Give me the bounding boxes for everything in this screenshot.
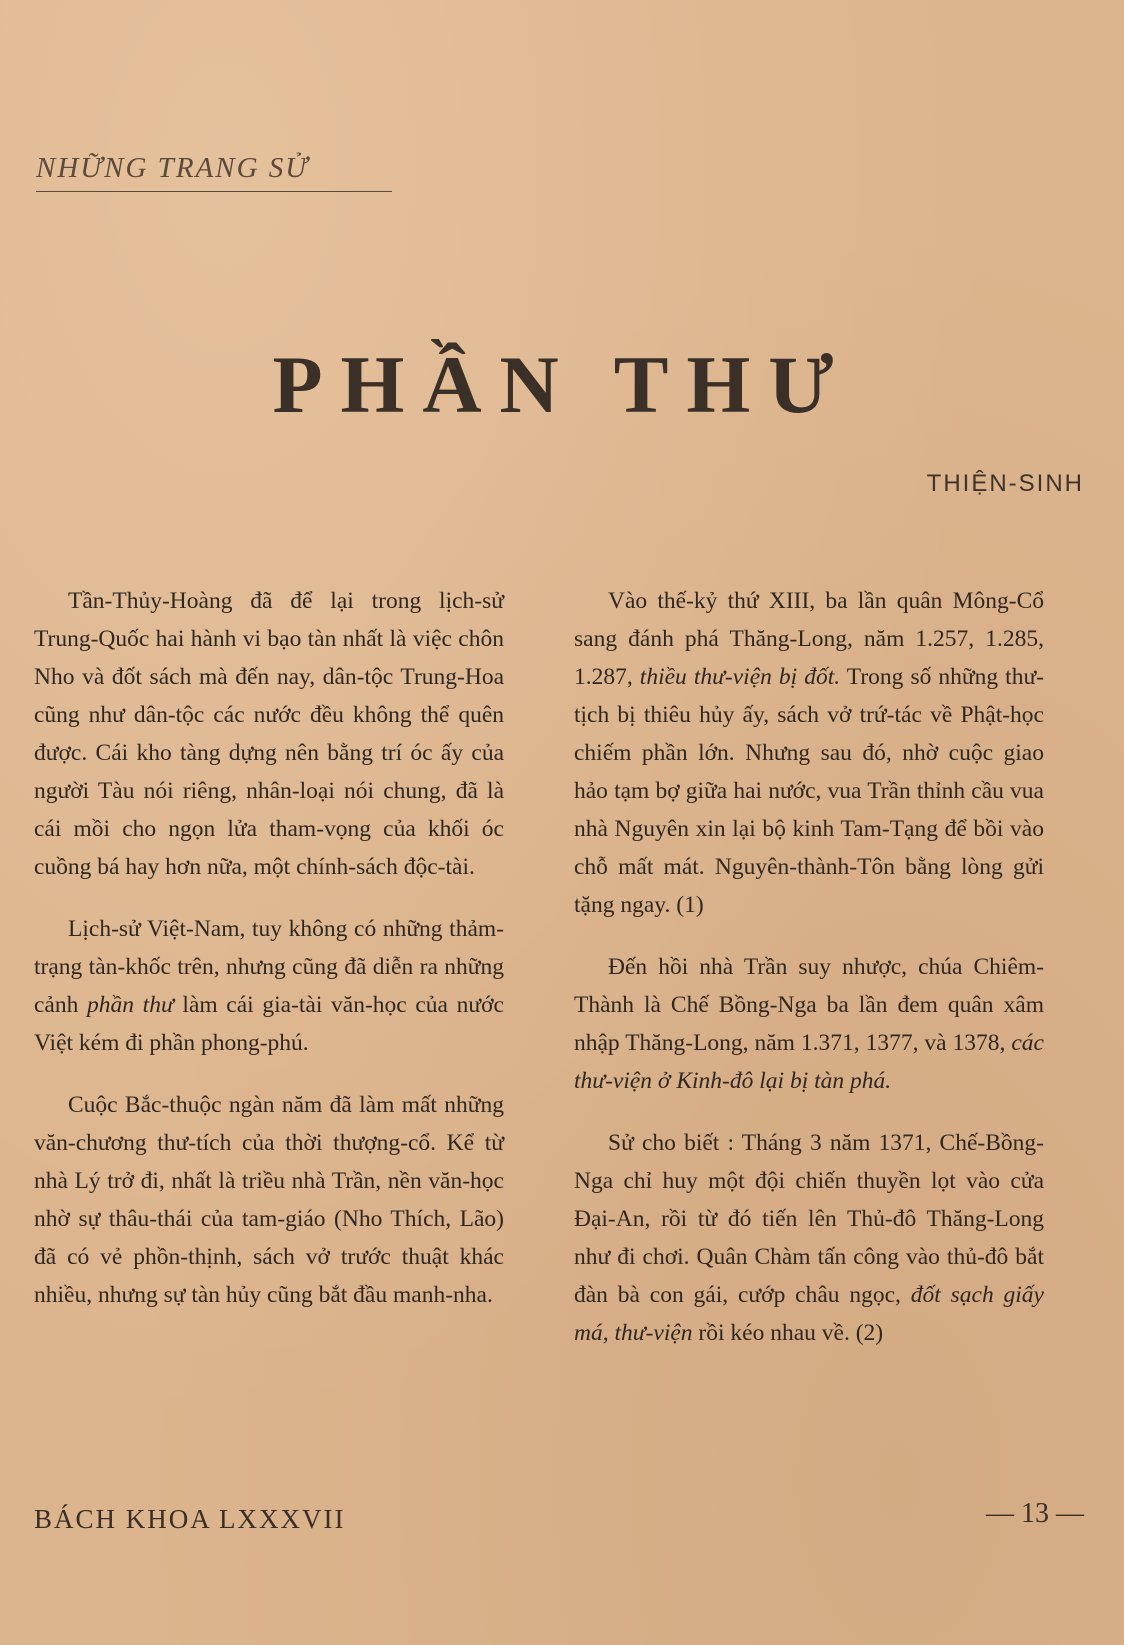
author-name: THIỆN-SINH: [926, 470, 1084, 497]
magazine-issue: BÁCH KHOA LXXXVII: [34, 1504, 346, 1534]
article-title: PHẦN THƯ: [272, 339, 852, 430]
paragraph: Sử cho biết : Tháng 3 năm 1371, Chế-Bồng-Nga chỉ huy một đội chiến thuyền lọt vào cửa Đại-An, rồi từ đó tiến lên Thủ-đô Thăng-Long như đi chơi. Quân Chàm tấn công vào thủ-đô bắt đàn bà con gái, cướp châu ngọc, đốt sạch giấy má, thư-viện rồi kéo nhau về. (2): [574, 1130, 1044, 1346]
page-number: — 13 —: [986, 1498, 1084, 1529]
italic-emphasis: các thư-viện ở Kinh-đô lại bị tàn phá.: [574, 1030, 1044, 1094]
italic-emphasis: phần thư: [87, 992, 174, 1018]
italic-emphasis: thiều thư-viện bị đốt.: [639, 664, 841, 690]
right-column: [574, 582, 1044, 1376]
paragraph: Cuộc Bắc-thuộc ngàn năm đã làm mất những văn-chương thư-tích của thời thượng-cổ. Kể từ nhà Lý trở đi, nhất là triều nhà Trần, nền văn-học nhờ sự thâu-thái của tam-giáo (Nho Thích, Lão) đã có vẻ phồn-thịnh, sách vở trước thuật khác nhiều, nhưng sự tàn hủy cũng bắt đầu manh-nha.: [34, 1092, 504, 1308]
paragraph: Tần-Thủy-Hoàng đã để lại trong lịch-sử Trung-Quốc hai hành vi bạo tàn nhất là việc chôn Nho và đốt sách mà đến nay, dân-tộc Trung-Hoa cũng như dân-tộc các nước đều không thể quên được. Cái kho tàng dựng nên bằng trí óc ấy của người Tàu nói riêng, nhân-loại nói chung, đã là cái mồi cho ngọn lửa tham-vọng của khối óc cuồng bá hay hơn nữa, một chính-sách độc-tài.: [34, 588, 504, 880]
left-column: [34, 582, 504, 1338]
section-header: NHỮNG TRANG SỬ: [36, 152, 392, 192]
paragraph: Lịch-sử Việt-Nam, tuy không có những thảm-trạng tàn-khốc trên, nhưng cũng đã diễn ra những cảnh phần thư làm cái gia-tài văn-học của nước Việt kém đi phần phong-phú.: [34, 916, 504, 1056]
paragraph: Vào thế-kỷ thứ XIII, ba lần quân Mông-Cổ sang đánh phá Thăng-Long, năm 1.257, 1.285, 1.287, thiều thư-viện bị đốt. Trong số những thư-tịch bị thiêu hủy ấy, sách vở trứ-tác về Phật-học chiếm phần lớn. Nhưng sau đó, nhờ cuộc giao hảo tạm bợ giữa hai nước, vua Trần thỉnh cầu vua nhà Nguyên xin lại bộ kinh Tam-Tạng để bồi vào chỗ mất mát. Nguyên-thành-Tôn bằng lòng gửi tặng ngay. (1): [574, 588, 1045, 918]
italic-emphasis: đốt sạch giấy má, thư-viện: [574, 1282, 1044, 1346]
paragraph: Đến hồi nhà Trần suy nhược, chúa Chiêm-Thành là Chế Bồng-Nga ba lần đem quân xâm nhập Thăng-Long, năm 1.371, 1377, và 1378, các thư-viện ở Kinh-đô lại bị tàn phá.: [574, 954, 1044, 1094]
